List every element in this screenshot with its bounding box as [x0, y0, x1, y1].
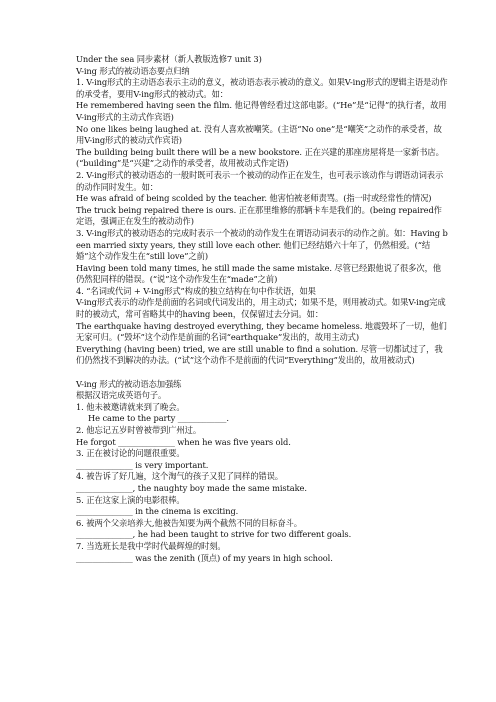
- document-body: [76, 54, 448, 564]
- exercise-answer-line: ______________, he had been taught to strive for two different goals.: [76, 529, 352, 540]
- paragraph: Everything (having been) tried, we are still unable to find a solution. 尽管一切都试过了，我们仍然找不到解决的办法。(“试”这个动作不是前面的代词“Everything”发出的，故用被动式): [76, 343, 443, 366]
- document-title: Under the sea 同步素材（新人教版选修7 unit 3): [76, 54, 262, 64]
- section-heading-exercises: V-ing 形式的被动语态加强练: [76, 378, 182, 389]
- exercise-prompt: 1. 他未被邀请就来到了晚会。: [76, 401, 185, 412]
- exercise-instruction: 根据汉语完成英语句子。: [76, 390, 167, 401]
- paragraph: 4. “名词或代词 + V-ing形式”构成的独立结构在句中作状语，如果: [76, 285, 316, 296]
- exercise-prompt: 4. 被告诉了好几遍，这个淘气的孩子又犯了同样的错误。: [76, 471, 283, 482]
- paragraph: No one likes being laughed at. 没有人喜欢被嘲笑。(主语“No one”是“嘲笑”之动作的承受者，故用V-ing形式的被动式作宾语): [76, 123, 442, 146]
- paragraph: V-ing形式表示的动作是前面的名词或代词发出的，用主动式；如果不是，则用被动式。如果V-ing完成时的被动式，常可省略其中的having been，仅保留过去分词。如：: [76, 297, 446, 320]
- exercise-prompt: 6. 被两个父亲培养大,他被告知要为两个截然不同的目标奋斗。: [76, 517, 302, 528]
- spacer: [76, 367, 448, 379]
- paragraph: 2. V-ing形式的被动语态的一般时既可表示一个被动的动作正在发生，也可表示该动作与谓语动词表示的动作同时发生。如：: [76, 169, 444, 192]
- exercise-answer-line: ______________ in the cinema is exciting.: [76, 506, 239, 517]
- paragraph: 1. V-ing形式的主动语态表示主动的意义，被动语态表示被动的意义。如果V-ing形式的逻辑主语是动作的承受者，要用V-ing形式的被动式。如：: [76, 77, 448, 99]
- paragraph: Having been told many times, he still made the same mistake. 尽管已经跟他说了很多次，他仍然犯同样的错误。(“说”这个动作发生在“made”之前): [76, 262, 441, 285]
- paragraph: The building being built there will be a new bookstore. 正在兴建的那座房屋将是一家新书店。(“building”是“兴建”之动作的承受者，故用被动式作定语): [76, 146, 444, 169]
- exercise-answer-line: ______________ is very important.: [76, 459, 209, 470]
- exercise-answer-line: He came to the party ____________.: [88, 413, 229, 424]
- paragraph: 3. V-ing形式的被动语态的完成时表示一个被动的动作发生在谓语动词表示的动作之前。如：Having been married sixty years, they still love each other. 他们已经结婚六十年了，仍然相爱。(“结婚”这个动作发生在“still love”之前): [76, 227, 448, 262]
- section-heading-summary: V-ing 形式的被动语态要点归纳: [76, 65, 190, 76]
- paragraph: The truck being repaired there is ours. 正在那里维修的那辆卡车是我们的。(being repaired作定语，强调正在发生的被动动作): [76, 204, 442, 227]
- paragraph: He was afraid of being scolded by the teacher. 他害怕被老师责骂。(指一时或经常性的情况): [76, 193, 432, 204]
- exercise-prompt: 3. 正在被讨论的问题很重要。: [76, 448, 185, 459]
- exercise-prompt: 5. 正在这家上演的电影很棒。: [76, 494, 185, 505]
- exercise-prompt: 7. 当选班长是我中学时代最辉煌的时刻。: [76, 540, 226, 551]
- paragraph: The earthquake having destroyed everything, they became homeless. 地震毁坏了一切，他们无家可归。(“毁坏”这个动作是前面的名词“earthquake”发出的，故用主动式): [76, 320, 447, 343]
- exercise-answer-line: He forgot ______________ when he was five years old.: [76, 436, 291, 447]
- exercise-answer-line: ______________, the naughty boy made the same mistake.: [76, 482, 307, 493]
- paragraph: He remembered having seen the film. 他记得曾经看过这部电影。(“He”是“记得”的执行者，故用V-ing形式的主动式作宾语): [76, 100, 447, 122]
- exercise-prompt: 2. 他忘记五岁时曾被带到广州过。: [76, 425, 202, 435]
- exercise-answer-line: ______________ was the zenith (顶点) of my years in high school.: [76, 552, 333, 563]
